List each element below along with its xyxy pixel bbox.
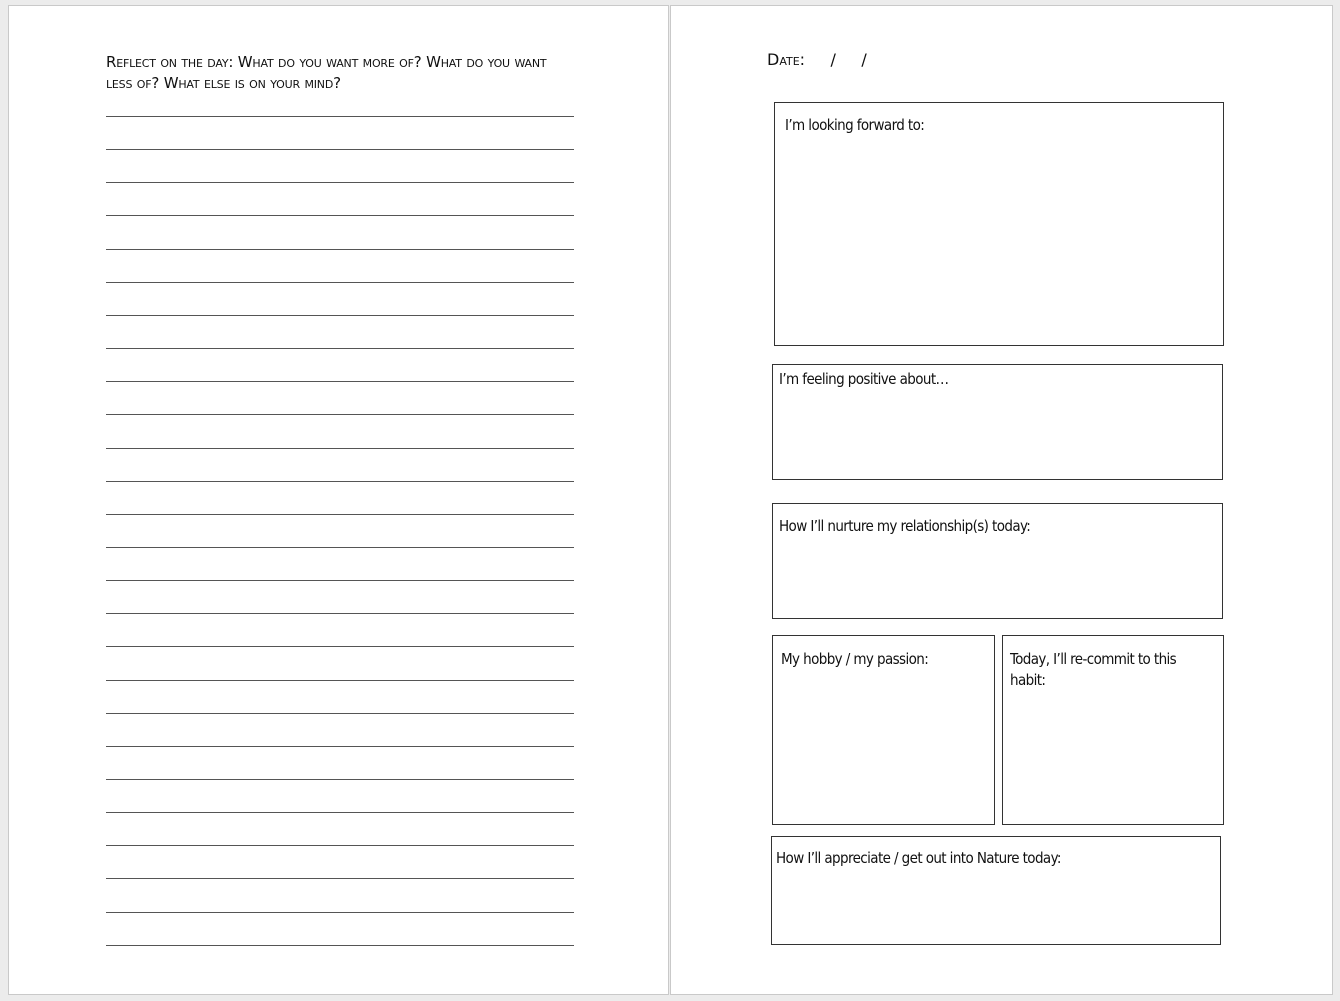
writing-line[interactable] <box>106 348 574 349</box>
writing-line[interactable] <box>106 282 574 283</box>
writing-line[interactable] <box>106 580 574 581</box>
nature-label: How I’ll appreciate / get out into Nature today: <box>776 849 1061 867</box>
writing-line[interactable] <box>106 812 574 813</box>
writing-line[interactable] <box>106 746 574 747</box>
recommit-habit-box[interactable] <box>1002 635 1224 825</box>
writing-line[interactable] <box>106 945 574 946</box>
hobby-passion-label: My hobby / my passion: <box>781 650 929 668</box>
writing-line[interactable] <box>106 215 574 216</box>
feeling-positive-box[interactable] <box>772 364 1223 480</box>
writing-line[interactable] <box>106 547 574 548</box>
writing-line[interactable] <box>106 116 574 117</box>
left-journal-page <box>8 5 669 995</box>
writing-line[interactable] <box>106 514 574 515</box>
writing-line[interactable] <box>106 315 574 316</box>
date-label: Date: <box>767 50 806 69</box>
looking-forward-label: I’m looking forward to: <box>785 116 925 134</box>
writing-line[interactable] <box>106 912 574 913</box>
nurture-relationships-label: How I’ll nurture my relationship(s) today: <box>779 517 1031 535</box>
writing-line[interactable] <box>106 381 574 382</box>
nature-box[interactable] <box>771 836 1221 945</box>
writing-line[interactable] <box>106 414 574 415</box>
writing-line[interactable] <box>106 646 574 647</box>
writing-line[interactable] <box>106 613 574 614</box>
date-field[interactable] <box>767 50 867 69</box>
writing-line[interactable] <box>106 448 574 449</box>
feeling-positive-label: I’m feeling positive about… <box>779 370 949 388</box>
writing-line[interactable] <box>106 713 574 714</box>
writing-line[interactable] <box>106 481 574 482</box>
writing-line[interactable] <box>106 149 574 150</box>
writing-line[interactable] <box>106 680 574 681</box>
reflection-prompt: Reflect on the day: What do you want more of? What do you want less of? What else is on your mind? <box>106 53 547 92</box>
writing-line[interactable] <box>106 878 574 879</box>
right-journal-page <box>670 5 1333 995</box>
nurture-relationships-box[interactable] <box>772 503 1223 619</box>
writing-lines[interactable] <box>106 6 574 996</box>
date-separators: / / <box>830 50 867 69</box>
writing-line[interactable] <box>106 182 574 183</box>
recommit-habit-label: Today, I’ll re-commit to this habit: <box>1010 650 1177 689</box>
writing-line[interactable] <box>106 779 574 780</box>
hobby-passion-box[interactable] <box>772 635 995 825</box>
looking-forward-box[interactable] <box>774 102 1224 346</box>
writing-line[interactable] <box>106 249 574 250</box>
writing-line[interactable] <box>106 845 574 846</box>
